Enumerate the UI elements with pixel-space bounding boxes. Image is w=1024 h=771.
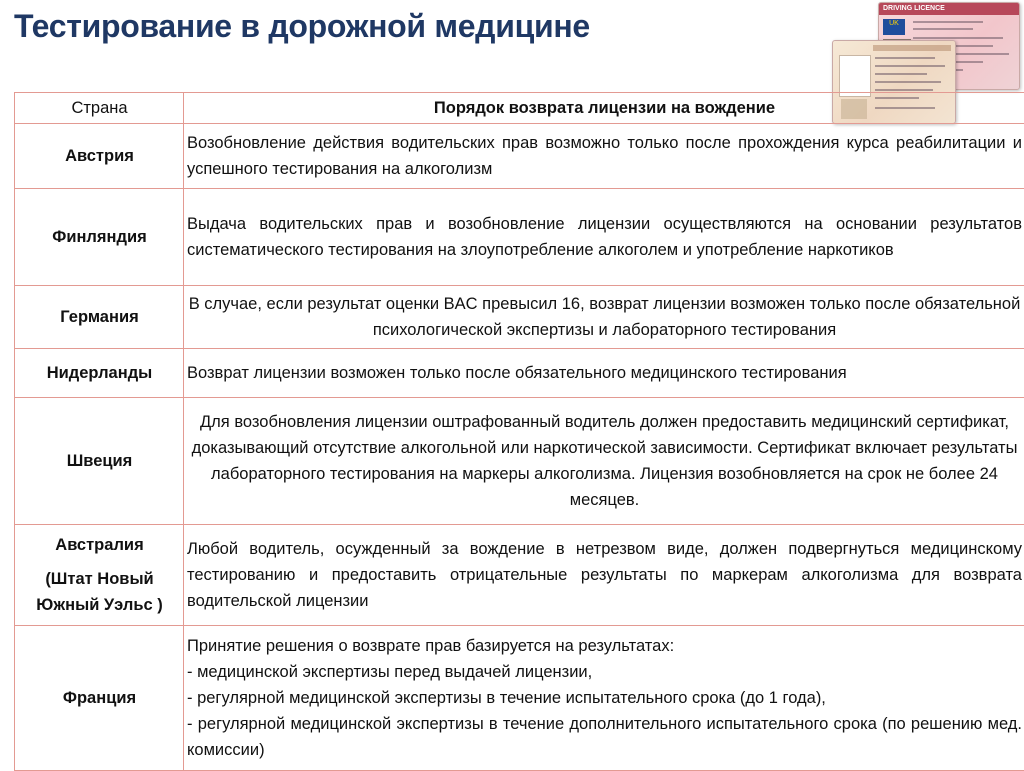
table-row [15,398,1024,525]
table-row [15,189,1024,286]
procedure-line: - медицинской экспертизы перед выдачей лицензии, [187,659,1022,685]
procedure-cell [184,626,1024,771]
country-cell: Финляндия [15,189,184,286]
page-title: Тестирование в дорожной медицине [14,8,590,45]
country-cell: Франция [15,626,184,771]
eu-flag-icon: UK [883,19,905,35]
procedure-cell: Возврат лицензии возможен только после обязательного медицинского тестирования [184,349,1024,398]
licence-header-strip [873,45,951,51]
procedure-cell: Выдача водительских прав и возобновление лицензии осуществляются на основании результатов систематического тестирования на злоупотребление алкоголем и употребление наркотиков [184,189,1024,286]
procedure-cell: Любой водитель, осужденный за вождение в нетрезвом виде, должен подвергнуться медицинскому тестированию и предоставить отрицательные результаты по маркерам алкоголизма для возврата водительской лицензии [184,525,1024,626]
country-cell [15,525,184,626]
license-return-table [14,92,1024,771]
country-cell: Австрия [15,124,184,189]
country-name: Австралия [18,532,181,558]
licence-photo-blank [839,55,871,97]
procedure-cell: Возобновление действия водительских прав возможно только после прохождения курса реабилитации и успешного тестирования на алкоголизм [184,124,1024,189]
table-row [15,525,1024,626]
country-region: (Штат Новый Южный Уэльс ) [18,566,181,618]
procedure-cell: Для возобновления лицензии оштрафованный водитель должен предоставить медицинский сертификат, доказывающий отсутствие алкогольной или наркотической зависимости. Сертификат включает результаты лабораторного тестирования на маркеры алкоголизма. Лицензия возобновляется на срок не более 24 месяцев. [184,398,1024,525]
procedure-line: - регулярной медицинской экспертизы в течение испытательного срока (до 1 года), [187,685,1022,711]
procedure-line: Принятие решения о возврате прав базируется на результатах: [187,633,1022,659]
table-row [15,349,1024,398]
country-cell: Германия [15,286,184,349]
column-header-country: Страна [15,93,184,124]
column-header-procedure: Порядок возврата лицензии на вождение [184,93,1024,124]
licence-header-band: DRIVING LICENCE [879,3,1019,15]
procedure-cell: В случае, если результат оценки BAC превысил 16, возврат лицензии возможен только после обязательной психологической экспертизы и лабораторного тестирования [184,286,1024,349]
table-row [15,124,1024,189]
table-header-row [15,93,1024,124]
table-row [15,626,1024,771]
country-cell: Швеция [15,398,184,525]
table-row [15,286,1024,349]
procedure-line: - регулярной медицинской экспертизы в течение дополнительного испытательного срока (по решению мед. комиссии) [187,711,1022,763]
country-cell: Нидерланды [15,349,184,398]
